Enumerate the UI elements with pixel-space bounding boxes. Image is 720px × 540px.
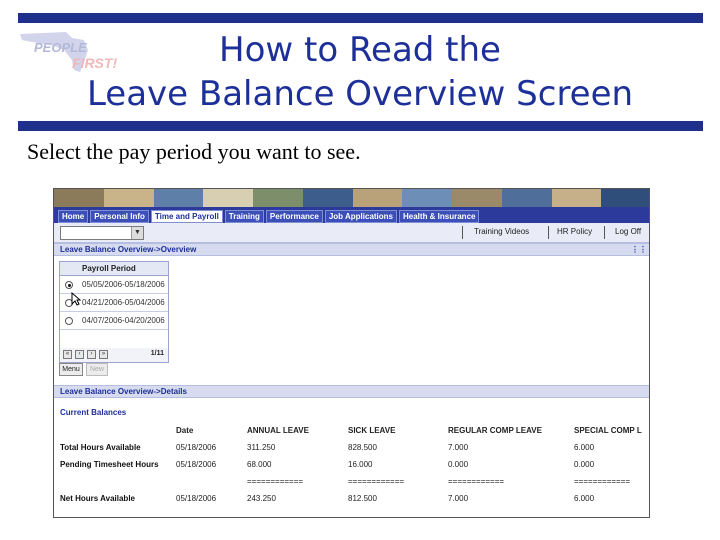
overview-header-text: Leave Balance Overview->Overview bbox=[60, 245, 197, 254]
previous-page-icon[interactable]: ‹ bbox=[75, 350, 84, 359]
hr-policy-link[interactable]: HR Policy bbox=[557, 227, 593, 236]
table-cell: 16.000 bbox=[348, 460, 373, 469]
table-cell: 68.000 bbox=[247, 460, 272, 469]
table-cell: 828.500 bbox=[348, 443, 377, 452]
payroll-period-value: 04/07/2006-04/20/2006 bbox=[82, 316, 165, 325]
table-cell: 243.250 bbox=[247, 494, 276, 503]
table-cell: 6.000 bbox=[574, 494, 595, 503]
pager bbox=[60, 348, 168, 362]
current-balances-title: Current Balances bbox=[60, 408, 127, 417]
column-header: REGULAR COMP LEAVE bbox=[448, 426, 542, 435]
tab-personal-info[interactable]: Personal Info bbox=[90, 210, 149, 223]
payroll-period-value: 04/21/2006-05/04/2006 bbox=[82, 298, 165, 307]
row-label: Net Hours Available bbox=[60, 494, 135, 503]
tab-training[interactable]: Training bbox=[225, 210, 264, 223]
table-cell: 311.250 bbox=[247, 443, 276, 452]
photo-banner bbox=[54, 189, 650, 207]
new-button[interactable]: New bbox=[86, 363, 108, 376]
separator-cell: ============ bbox=[574, 477, 631, 486]
title-line-2: Leave Balance Overview Screen bbox=[86, 74, 634, 114]
mouse-cursor-icon bbox=[71, 292, 81, 306]
toolbar bbox=[54, 223, 650, 243]
tab-performance[interactable]: Performance bbox=[266, 210, 323, 223]
first-page-icon[interactable]: « bbox=[63, 350, 72, 359]
overview-section-header bbox=[54, 243, 650, 256]
toolbar-divider bbox=[604, 226, 605, 239]
slide-instruction: Select the pay period you want to see. bbox=[27, 139, 361, 164]
application-screenshot bbox=[53, 188, 650, 518]
table-cell: 7.000 bbox=[448, 443, 469, 452]
svg-text:FIRST!: FIRST! bbox=[72, 55, 118, 71]
table-cell: 0.000 bbox=[448, 460, 469, 469]
toolbar-divider bbox=[548, 226, 549, 239]
table-cell: 05/18/2006 bbox=[176, 494, 217, 503]
title-line-1: How to Read the bbox=[219, 30, 501, 70]
last-page-icon[interactable]: » bbox=[99, 350, 108, 359]
details-header-text: Leave Balance Overview->Details bbox=[60, 387, 187, 396]
table-cell: 812.500 bbox=[348, 494, 377, 503]
separator-cell: ============ bbox=[448, 477, 505, 486]
row-label: Total Hours Available bbox=[60, 443, 141, 452]
options-icon[interactable]: ⋮⋮ bbox=[631, 245, 647, 254]
log-off-link[interactable]: Log Off bbox=[615, 227, 642, 236]
row-label: Pending Timesheet Hours bbox=[60, 460, 159, 469]
header-rule-bottom bbox=[18, 121, 703, 131]
payroll-period-header: Payroll Period bbox=[60, 262, 168, 276]
payroll-period-value: 05/05/2006-05/18/2006 bbox=[82, 280, 165, 289]
page-count: 1/11 bbox=[150, 350, 164, 357]
radio-selected[interactable] bbox=[65, 281, 73, 289]
table-cell: 05/18/2006 bbox=[176, 443, 217, 452]
table-cell: 6.000 bbox=[574, 443, 595, 452]
column-header: Date bbox=[176, 426, 194, 435]
table-cell: 7.000 bbox=[448, 494, 469, 503]
page-select[interactable] bbox=[60, 226, 144, 240]
next-page-icon[interactable]: › bbox=[87, 350, 96, 359]
tab-job-applications[interactable]: Job Applications bbox=[325, 210, 397, 223]
radio-unselected[interactable] bbox=[65, 317, 73, 325]
svg-text:PEOPLE: PEOPLE bbox=[34, 40, 87, 55]
slide-title bbox=[0, 28, 720, 116]
payroll-period-row[interactable] bbox=[60, 312, 168, 330]
column-header: ANNUAL LEAVE bbox=[247, 426, 309, 435]
chevron-down-icon: ▼ bbox=[131, 227, 143, 239]
menu-button[interactable]: Menu bbox=[59, 363, 83, 376]
separator-cell: ============ bbox=[348, 477, 405, 486]
table-cell: 0.000 bbox=[574, 460, 595, 469]
payroll-period-empty-row bbox=[60, 330, 168, 348]
separator-cell: ============ bbox=[247, 477, 304, 486]
training-videos-link[interactable]: Training Videos bbox=[474, 227, 530, 236]
tab-time-and-payroll[interactable]: Time and Payroll bbox=[151, 210, 223, 223]
column-header: SPECIAL COMP L bbox=[574, 426, 642, 435]
main-nav bbox=[54, 207, 650, 223]
details-section-header bbox=[54, 385, 650, 398]
column-header: SICK LEAVE bbox=[348, 426, 396, 435]
header-rule-top bbox=[18, 13, 703, 23]
tab-home[interactable]: Home bbox=[58, 210, 88, 223]
toolbar-divider bbox=[462, 226, 463, 239]
payroll-period-table bbox=[59, 261, 169, 363]
table-cell: 05/18/2006 bbox=[176, 460, 217, 469]
tab-health-insurance[interactable]: Health & Insurance bbox=[399, 210, 479, 223]
